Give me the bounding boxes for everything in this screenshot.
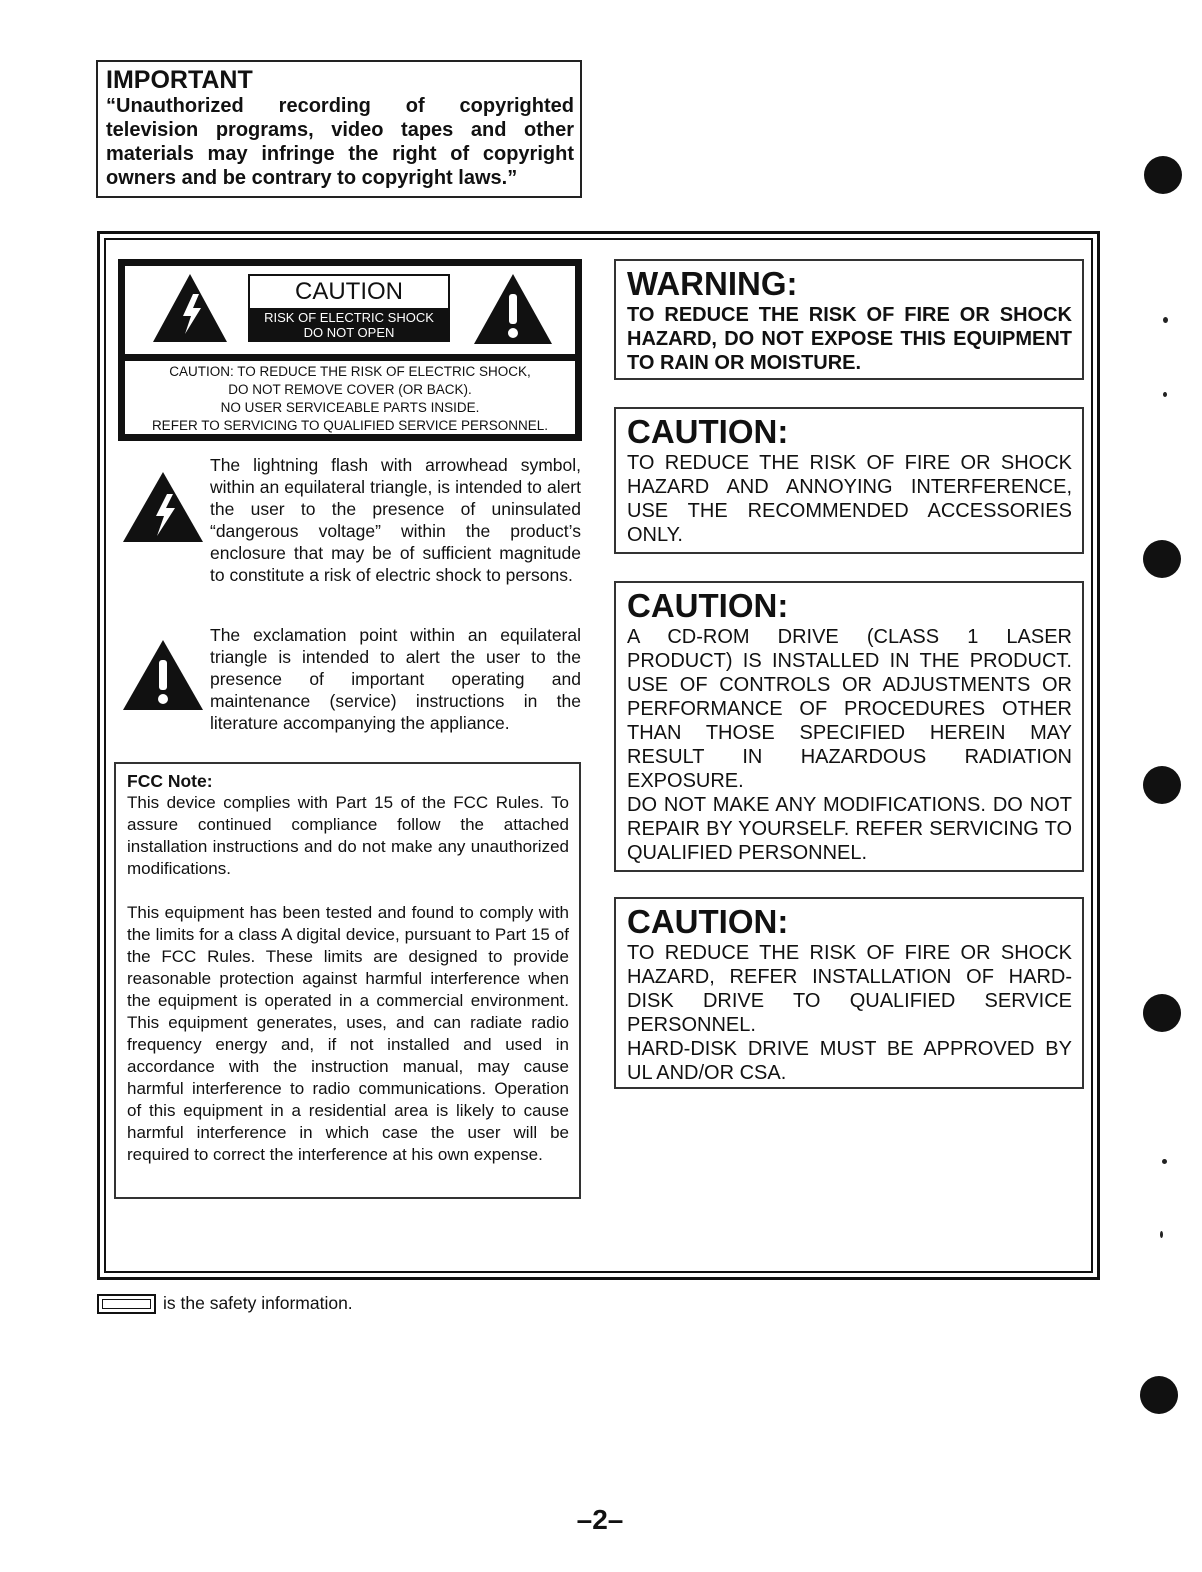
warning-heading: WARNING: [627,265,798,302]
caution-label-line: NO USER SERVICEABLE PARTS INSIDE. [220,400,480,415]
binder-hole [1140,1376,1178,1414]
caution-cd-rom-heading: CAUTION: [627,587,789,624]
page-number: –2– [576,1504,624,1535]
important-title: IMPORTANT [106,66,253,94]
caution-label [118,259,582,441]
caution-hard-disk-body-1: TO REDUCE THE RISK OF FIRE OR SHOCK HAZARD, REFER INSTALLATION OF HARD-DISK DRIVE TO QUALIFIED SERVICE PERSONNEL. [627,942,1072,1036]
exclamation-symbol-description: The exclamation point within an equilateral triangle is intended to alert the user to the presence of important operating and maintenance (service) instructions in the literature accompanying the appliance. [210,625,581,733]
fcc-note-box [114,762,581,1199]
caution-accessories-body: TO REDUCE THE RISK OF FIRE OR SHOCK HAZARD AND ANNOYING INTERFERENCE, USE THE RECOMMENDED ACCESSORIES ONLY. [627,452,1072,546]
caution-label-line: CAUTION: TO REDUCE THE RISK OF ELECTRIC SHOCK, [169,364,531,379]
fcc-note-paragraph-2: This equipment has been tested and found to comply with the limits for a class A digital device, pursuant to Part 15 of the FCC Rules. These limits are designed to provide reasonable protection against harmful interference when the equipment is operated in a commercial environment. This equipment generates, uses, and can radiate radio frequency energy and, if not installed and used in accordance with the instruction manual, may cause harmful interference to radio communications. Operation of this equipment in a residential area is likely to cause harmful interference in which case the user will be required to correct the interference at his own expense. [127,903,569,1164]
lightning-symbol-description: The lightning flash with arrowhead symbol, within an equilateral triangle, is intended to alert the user to the presence of uninsulated “dangerous voltage” within the product’s enclosure that may be of sufficient magnitude to constitute a risk of electric shock to persons. [210,455,581,585]
binder-hole [1143,540,1181,578]
important-notice-box [96,60,582,198]
warning-body: TO REDUCE THE RISK OF FIRE OR SHOCK HAZARD, DO NOT EXPOSE THIS EQUIPMENT TO RAIN OR MOISTURE. [627,304,1072,374]
fcc-note-paragraph-1: This device complies with Part 15 of the FCC Rules. To assure continued compliance follow the attached installation instructions and do not make any unauthorized modifications. [127,793,569,878]
exclamation-point-icon [121,638,205,717]
warning-box [614,259,1084,380]
caution-label-risk-box [250,308,448,340]
binder-hole [1143,994,1181,1032]
exclamation-triangle-icon [472,272,554,351]
safety-frame-legend-icon [97,1294,156,1314]
scan-speck [1162,1159,1167,1164]
binder-hole [1144,156,1182,194]
caution-hard-disk-body-2: HARD-DISK DRIVE MUST BE APPROVED BY UL AND/OR CSA. [627,1038,1072,1084]
caution-cd-rom-box [614,581,1084,872]
caution-cd-rom-line-1: A CD-ROM DRIVE (CLASS 1 LASER [627,626,1072,648]
caution-accessories-heading: CAUTION: [627,413,789,450]
caution-label-line: REFER TO SERVICING TO QUALIFIED SERVICE PERSONNEL. [151,418,549,433]
caution-cd-rom-body-1: PRODUCT) IS INSTALLED IN THE PRODUCT. USE OF CONTROLS OR ADJUSTMENTS OR PERFORMANCE OF PROCEDURES OTHER THAN THOSE SPECIFIED HEREIN MAY RESULT IN HAZARDOUS RADIATION EXPOSURE. [627,650,1072,792]
caution-label-risk-line-1: RISK OF ELECTRIC SHOCK [264,310,434,325]
caution-hard-disk-heading: CAUTION: [627,903,789,940]
lightning-triangle-icon [151,272,229,349]
caution-label-line: DO NOT REMOVE COVER (OR BACK). [228,382,472,397]
caution-cd-rom-body-2: DO NOT MAKE ANY MODIFICATIONS. DO NOT REPAIR BY YOURSELF. REFER SERVICING TO QUALIFIED PERSONNEL. [627,794,1072,864]
important-body: “Unauthorized recording of copyrighted television programs, video tapes and other materials may infringe the right of copyright owners and be contrary to copyright laws.” [106,95,574,189]
binder-hole [1143,766,1181,804]
caution-label-center [248,274,450,342]
caution-accessories-box [614,407,1084,554]
scan-speck [1160,1231,1163,1238]
scan-speck [1163,392,1167,397]
fcc-note-heading: FCC Note: [127,771,213,791]
safety-legend-text: is the safety information. [163,1293,353,1313]
scan-speck [1163,317,1168,323]
caution-label-divider [125,354,575,361]
lightning-flash-icon [121,470,205,549]
caution-hard-disk-box [614,897,1084,1089]
caution-label-header [125,266,575,354]
caution-label-risk-line-2: DO NOT OPEN [303,325,395,340]
caution-label-text [125,363,575,435]
caution-label-heading: CAUTION [295,278,403,305]
